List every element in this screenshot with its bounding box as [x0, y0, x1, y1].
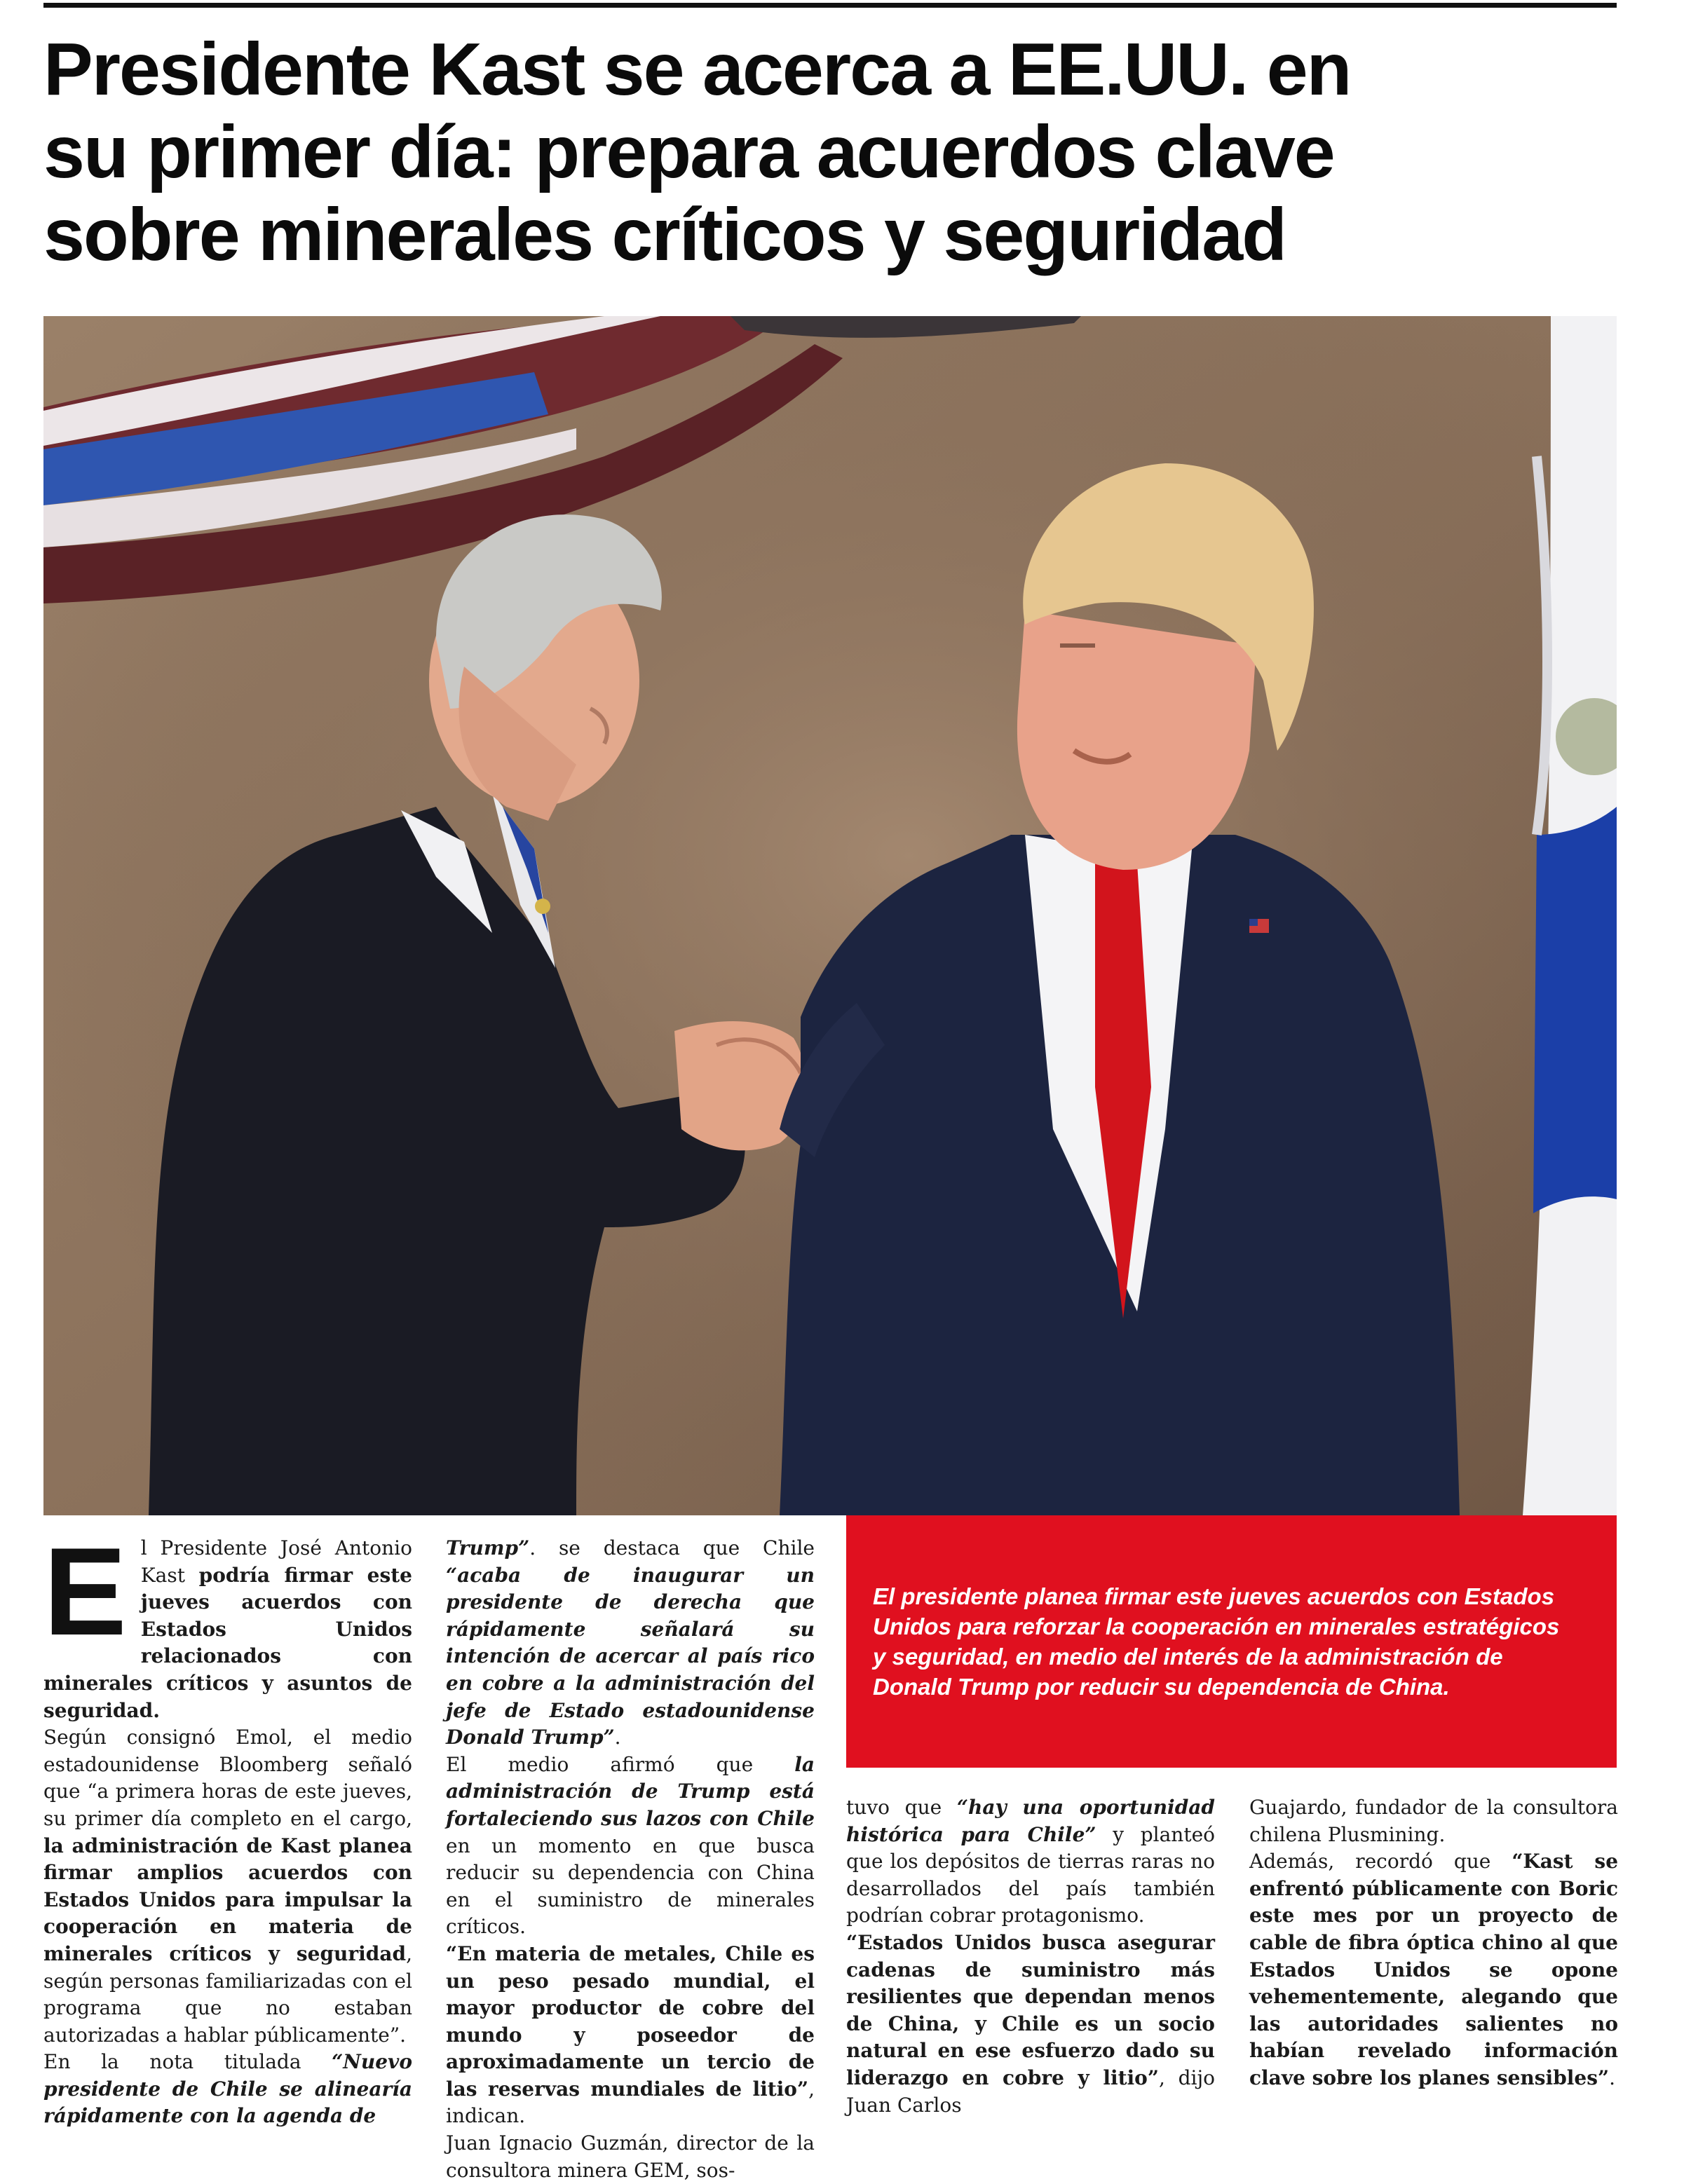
- article-column-1: [43, 1522, 412, 2130]
- text-run: El medio afirmó que: [446, 1752, 795, 1776]
- text-run-bold: podría firmar este jueves acuerdos con Estados Unidos relacionados con minerales críticos y asuntos de seguridad.: [43, 1563, 412, 1722]
- text-run-bold-italic: la administración de Trump está fortaleciendo sus lazos con Chile: [446, 1752, 815, 1830]
- text-run: , indican.: [446, 2077, 815, 2128]
- pull-quote: El presidente planea firmar este jueves acuerdos con Estados Unidos para reforzar la cooperación en minerales estratégicos y seguridad, en medio del interés de la administración de Donald Trump por reducir su dependencia de China.: [846, 1515, 1617, 1768]
- text-run: y planteó que los depósitos de tierras raras no desarrollados del país también podrían cobrar protagonismo.: [846, 1822, 1215, 1927]
- text-run: Según consignó Emol, el medio estadounidense Bloomberg señaló que “a primera horas de este jueves, su primer día completo en el cargo,: [43, 1726, 412, 1830]
- text-run: , según personas familiarizadas con el programa que no estaban autorizadas a hablar públicamente”.: [43, 1941, 412, 2047]
- drop-cap: E: [43, 1522, 127, 1661]
- text-run-bold: “Kast se enfrentó públicamente con Boric este mes por un proyecto de cable de fibra óptica chino al que Estados Unidos se opone vehementemente, alegando que las autoridades salientes no habían revelado información clave sobre los planes sensibles”: [1249, 1850, 1619, 2089]
- text-run: .: [614, 1726, 621, 1749]
- text-run-bold-italic: Trump”: [446, 1536, 530, 1559]
- article-column-2: [446, 1535, 815, 2184]
- flag: [1523, 316, 1617, 1515]
- text-run: l Presidente José Antonio Kast: [140, 1536, 412, 1587]
- headline-line-1: Presidente Kast se acerca a EE.UU. en: [43, 28, 1351, 111]
- text-run-bold: “Estados Unidos busca asegurar cadenas de suministro más resilientes que dependan menos de China, y Chile es un socio natural en ese esfuerzo dado su liderazgo en cobre y litio”: [846, 1930, 1215, 2089]
- headline-line-3: sobre minerales críticos y seguridad: [43, 193, 1286, 276]
- text-run: , dijo Juan Carlos: [846, 2066, 1215, 2117]
- text-run: tuvo que: [846, 1796, 957, 1819]
- photo-handshake-illustration: [43, 316, 1617, 1515]
- text-run-bold: “En materia de metales, Chile es un peso pesado mundial, el mayor productor de cobre del mundo y poseedor de aproximadamente un tercio de las reservas mundiales de litio”: [446, 1941, 815, 2101]
- text-run-bold-italic: “acaba de inaugurar un presidente de derecha que rápidamente señalará su intención de acercar al país rico en cobre a la administración del jefe de Estado estadounidense Donald Trump”: [446, 1563, 815, 1749]
- text-run: Además, recordó que: [1249, 1850, 1512, 1874]
- article-column-3: [846, 1794, 1215, 2119]
- text-run-bold-italic: “Nuevo presidente de Chile se alinearía rápidamente con la agenda de: [43, 2050, 412, 2128]
- top-rule: [43, 3, 1617, 8]
- text-run: . se destaca que Chile: [529, 1536, 815, 1559]
- text-run: Guajardo, fundador de la consultora chilena Plusmining.: [1249, 1796, 1618, 1846]
- news-photo: [43, 316, 1617, 1515]
- text-run: en un momento en que busca reducir su dependencia con China en el suministro de minerales críticos.: [446, 1834, 815, 1939]
- text-run: .: [1609, 2066, 1615, 2089]
- headline: [43, 28, 1628, 276]
- headline-line-2: su primer día: prepara acuerdos clave: [43, 111, 1334, 193]
- text-run: Juan Ignacio Guzmán, director de la consultora minera GEM, sos-: [446, 2131, 815, 2182]
- text-run-bold: la administración de Kast planea firmar amplios acuerdos con Estados Unidos para impulsar la cooperación en materia de minerales críticos y seguridad: [43, 1834, 412, 1965]
- text-run-bold-italic: “hay una oportunidad histórica para Chile”: [846, 1796, 1215, 1846]
- article-column-4: [1249, 1794, 1618, 2092]
- text-run: En la nota titulada: [43, 2050, 332, 2074]
